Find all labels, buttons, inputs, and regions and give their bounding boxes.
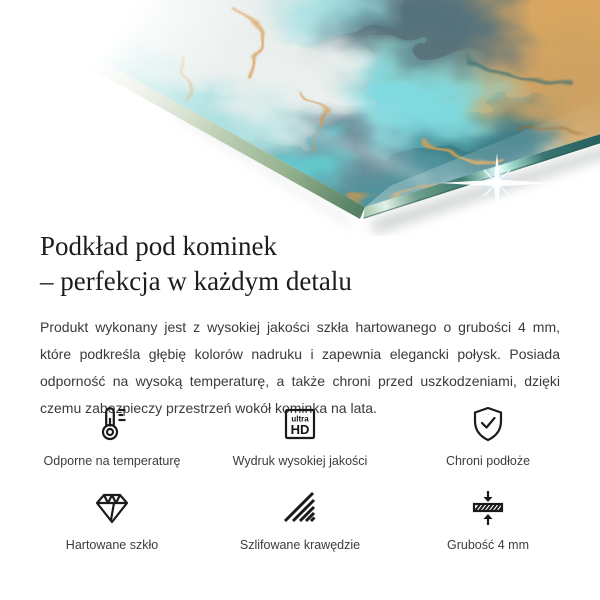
ultra-hd-icon — [280, 403, 320, 445]
feature-label: Chroni podłoże — [445, 454, 531, 468]
diamond-icon — [92, 487, 132, 529]
feature-protects-floor — [394, 403, 582, 468]
content-block — [40, 229, 560, 422]
white-fade-overlay — [0, 0, 600, 236]
feature-thickness — [394, 487, 582, 552]
feature-temperature — [18, 403, 206, 468]
page-title — [40, 229, 560, 299]
feature-label: Grubość 4 mm — [447, 538, 529, 552]
feature-print-quality — [206, 403, 394, 468]
svg-text:HD: HD — [290, 422, 310, 437]
feature-tempered-glass — [18, 487, 206, 552]
feature-label: Hartowane szkło — [65, 538, 159, 552]
thermometer-icon — [92, 403, 132, 445]
title-line-2: – perfekcja w każdym detalu — [40, 266, 352, 296]
feature-label: Szlifowane krawędzie — [239, 538, 361, 552]
svg-text:ultra: ultra — [291, 414, 309, 424]
thickness-icon — [468, 487, 508, 529]
polished-edges-icon — [280, 487, 320, 529]
feature-grid — [18, 403, 582, 552]
feature-label: Wydruk wysokiej jakości — [232, 454, 368, 468]
shield-check-icon — [468, 403, 508, 445]
feature-polished-edges — [206, 487, 394, 552]
glass-panel-image — [0, 0, 600, 236]
feature-label: Odporne na temperaturę — [43, 454, 181, 468]
product-description: Produkt wykonany jest z wysokiej jakości szkła hartowanego o grubości 4 mm, które podkreśla głębię kolorów nadruku i zapewnia elegancki połysk. Posiada odporność na wysoką temperaturę, a także chroni przed uszkodzeniami, dzięki czemu zabezpieczy przestrzeń wokół kominka na lata. — [40, 319, 560, 416]
title-line-1: Podkład pod kominek — [40, 231, 277, 261]
product-photo — [0, 0, 600, 236]
